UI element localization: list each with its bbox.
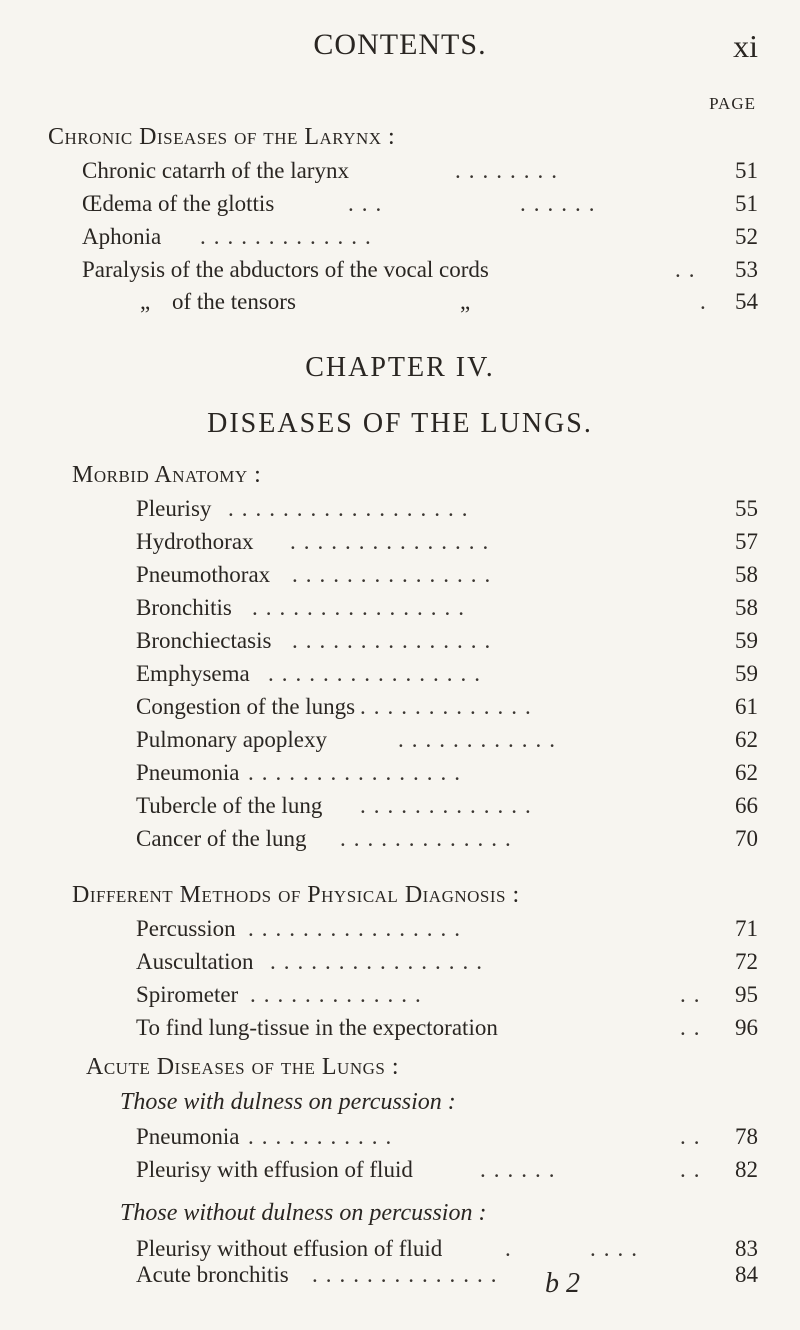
toc-entry-page: 55 bbox=[735, 496, 758, 521]
toc-entry-page: 96 bbox=[735, 1015, 758, 1040]
leader-dots: ............. bbox=[200, 224, 379, 249]
toc-entry[interactable] bbox=[0, 982, 800, 1016]
toc-entry[interactable] bbox=[0, 628, 800, 662]
leader-dots: ...... bbox=[520, 191, 603, 216]
toc-entry-page: 51 bbox=[735, 158, 758, 183]
toc-entry-label: Œdema of the glottis bbox=[82, 191, 275, 216]
toc-entry-page: 62 bbox=[735, 760, 758, 785]
section-heading-acute-diseases: Acute Diseases of the Lungs : bbox=[86, 1054, 400, 1080]
toc-entry-label: Pneumonia bbox=[136, 1124, 240, 1149]
toc-entry-page: 59 bbox=[735, 661, 758, 686]
toc-entry-label: To find lung-tissue in the expectoration bbox=[136, 1015, 498, 1040]
toc-entry-page: 66 bbox=[735, 793, 758, 818]
toc-entry-label: Spirometer bbox=[136, 982, 239, 1007]
toc-entry-page: 95 bbox=[735, 982, 758, 1007]
leader-dots: . bbox=[700, 289, 714, 314]
running-head-title: CONTENTS. bbox=[313, 28, 487, 61]
toc-entry-label: Hydrothorax bbox=[136, 529, 254, 554]
leader-dots: ................ bbox=[252, 595, 472, 620]
toc-entry-label: Auscultation bbox=[136, 949, 254, 974]
toc-entry-page: 72 bbox=[735, 949, 758, 974]
toc-entry-page: 54 bbox=[735, 289, 758, 314]
leader-dots: .... bbox=[590, 1236, 645, 1261]
leader-dots: .. bbox=[675, 257, 703, 282]
chapter-number: CHAPTER IV. bbox=[305, 352, 495, 383]
toc-entry-page: 58 bbox=[735, 562, 758, 587]
toc-entry-label: Pleurisy without effusion of fluid bbox=[136, 1236, 443, 1261]
leader-dots: ............... bbox=[292, 562, 499, 587]
toc-entry-label: Pneumonia bbox=[136, 760, 240, 785]
chapter-title: DISEASES OF THE LUNGS. bbox=[207, 408, 593, 439]
toc-entry-page: 53 bbox=[735, 257, 758, 282]
toc-entry[interactable] bbox=[0, 661, 800, 695]
toc-entry[interactable] bbox=[0, 1015, 800, 1049]
toc-entry-label: Pleurisy bbox=[136, 496, 212, 521]
section-heading-physical-diagnosis: Different Methods of Physical Diagnosis : bbox=[72, 882, 520, 908]
toc-entry[interactable] bbox=[0, 224, 800, 258]
toc-entry-page: 58 bbox=[735, 595, 758, 620]
toc-entry-page: 62 bbox=[735, 727, 758, 752]
toc-entry[interactable] bbox=[0, 1262, 800, 1296]
toc-entry-label: Pulmonary apoplexy bbox=[136, 727, 327, 752]
leader-dots: .. bbox=[680, 1015, 708, 1040]
toc-entry[interactable] bbox=[0, 793, 800, 827]
leader-dots: .................. bbox=[228, 496, 476, 521]
toc-entry-page: 82 bbox=[735, 1157, 758, 1182]
toc-entry[interactable] bbox=[0, 595, 800, 629]
toc-entry-label: Aphonia bbox=[82, 224, 162, 249]
toc-entry-page: 83 bbox=[735, 1236, 758, 1261]
toc-entry-label: Congestion of the lungs bbox=[136, 694, 356, 719]
toc-entry-label: Paralysis of the abductors of the vocal cords bbox=[82, 257, 489, 282]
leader-dots: ............. bbox=[360, 694, 539, 719]
ditto-mark: „ bbox=[460, 289, 471, 314]
subheading-with-dulness: Those with dulness on percussion : bbox=[120, 1089, 456, 1115]
leader-dots: ... bbox=[348, 191, 390, 216]
toc-entry-label: of the tensors bbox=[172, 289, 296, 314]
toc-entry-label: Acute bronchitis bbox=[136, 1262, 289, 1287]
toc-entry-label: Pleurisy with effusion of fluid bbox=[136, 1157, 413, 1182]
toc-entry-page: 71 bbox=[735, 916, 758, 941]
leader-dots: ...... bbox=[480, 1157, 563, 1182]
toc-entry-label: Cancer of the lung bbox=[136, 826, 307, 851]
toc-entry[interactable] bbox=[0, 916, 800, 950]
leader-dots: ................ bbox=[270, 949, 490, 974]
section-heading-larynx: Chronic Diseases of the Larynx : bbox=[48, 124, 396, 150]
toc-entry-page: 70 bbox=[735, 826, 758, 851]
leader-dots: .. bbox=[680, 1157, 708, 1182]
leader-dots: ............ bbox=[398, 727, 563, 752]
subheading-without-dulness: Those without dulness on percussion : bbox=[120, 1200, 487, 1226]
toc-entry[interactable] bbox=[0, 826, 800, 860]
leader-dots: .. bbox=[680, 982, 708, 1007]
toc-entry-label: Pneumothorax bbox=[136, 562, 271, 587]
leader-dots: ................ bbox=[248, 916, 468, 941]
leader-dots: ........... bbox=[248, 1124, 400, 1149]
leader-dots: ............. bbox=[250, 982, 429, 1007]
toc-entry[interactable] bbox=[0, 562, 800, 596]
signature-mark: b 2 bbox=[545, 1268, 580, 1299]
toc-entry[interactable] bbox=[0, 1124, 800, 1158]
leader-dots: ........ bbox=[455, 158, 565, 183]
leader-dots: .. bbox=[680, 1124, 708, 1149]
toc-entry[interactable] bbox=[0, 158, 800, 192]
toc-entry[interactable] bbox=[0, 727, 800, 761]
leader-dots: .............. bbox=[312, 1262, 505, 1287]
leader-dots: ............... bbox=[292, 628, 499, 653]
toc-entry[interactable] bbox=[0, 496, 800, 530]
leader-dots: ............. bbox=[340, 826, 519, 851]
toc-entry[interactable] bbox=[0, 529, 800, 563]
leader-dots: ................ bbox=[248, 760, 468, 785]
ditto-mark: „ bbox=[140, 289, 151, 314]
toc-entry[interactable] bbox=[0, 257, 800, 291]
toc-entry-label: Percussion bbox=[136, 916, 236, 941]
toc-entry-page: 51 bbox=[735, 191, 758, 216]
toc-entry[interactable] bbox=[0, 694, 800, 728]
toc-entry[interactable] bbox=[0, 949, 800, 983]
toc-entry-label: Emphysema bbox=[136, 661, 250, 686]
leader-dots: ................ bbox=[268, 661, 488, 686]
page-column-label: PAGE bbox=[709, 94, 756, 113]
toc-entry[interactable] bbox=[0, 191, 800, 225]
toc-entry[interactable] bbox=[0, 289, 800, 323]
section-heading-morbid-anatomy: Morbid Anatomy : bbox=[72, 462, 262, 488]
toc-entry-page: 84 bbox=[735, 1262, 758, 1287]
toc-entry-page: 78 bbox=[735, 1124, 758, 1149]
toc-entry-label: Tubercle of the lung bbox=[136, 793, 323, 818]
toc-entry-label: Bronchitis bbox=[136, 595, 232, 620]
leader-dots: . bbox=[505, 1236, 519, 1261]
toc-entry-label: Bronchiectasis bbox=[136, 628, 272, 653]
toc-entry[interactable] bbox=[0, 1157, 800, 1191]
toc-entry-label: Chronic catarrh of the larynx bbox=[82, 158, 349, 183]
toc-entry-page: 52 bbox=[735, 224, 758, 249]
toc-entry-page: 59 bbox=[735, 628, 758, 653]
running-head-page-number: xi bbox=[733, 28, 758, 64]
leader-dots: ............. bbox=[360, 793, 539, 818]
toc-entry[interactable] bbox=[0, 760, 800, 794]
leader-dots: ............... bbox=[290, 529, 497, 554]
toc-entry-page: 61 bbox=[735, 694, 758, 719]
toc-entry-page: 57 bbox=[735, 529, 758, 554]
